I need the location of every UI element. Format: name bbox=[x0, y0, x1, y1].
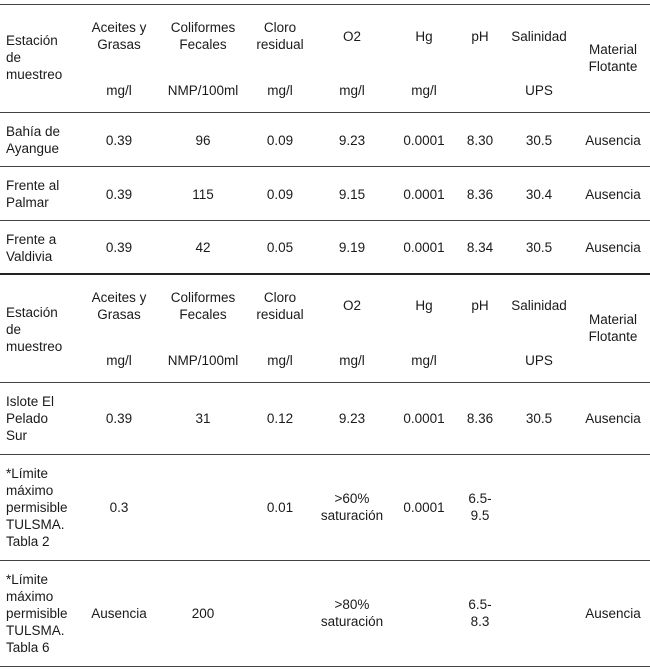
header2-o2: O2 bbox=[342, 297, 361, 313]
row2-hg: 0.0001 bbox=[403, 186, 445, 202]
header2-salinidad: Salinidad bbox=[511, 297, 567, 313]
row6-hg bbox=[396, 603, 452, 623]
rule-header2-bottom bbox=[0, 382, 650, 383]
header2-material: Material Flotante bbox=[588, 312, 638, 344]
unit2-hg: mg/l bbox=[411, 352, 437, 368]
header-o2: O2 bbox=[342, 28, 361, 44]
row2-ph: 8.36 bbox=[466, 186, 494, 202]
header-hg: Hg bbox=[415, 28, 433, 44]
row6-material: Ausencia bbox=[585, 605, 641, 621]
row5-coliformes bbox=[158, 497, 248, 517]
row1-salinidad: 30.5 bbox=[525, 132, 553, 148]
row1-o2: 9.23 bbox=[338, 132, 366, 148]
header2-ph: pH bbox=[471, 297, 489, 313]
header-station: Estación de muestreo bbox=[6, 32, 63, 82]
unit2-coliformes: NMP/100ml bbox=[167, 352, 239, 368]
row1-coliformes: 96 bbox=[195, 132, 211, 148]
row5-aceites: 0.3 bbox=[109, 499, 129, 515]
row3-aceites: 0.39 bbox=[105, 239, 133, 255]
rule-row5-bottom bbox=[0, 560, 650, 561]
row4-hg: 0.0001 bbox=[403, 410, 445, 426]
header-ph: pH bbox=[471, 28, 489, 44]
row6-ph: 6.5- 8.3 bbox=[468, 597, 492, 629]
row4-o2: 9.23 bbox=[338, 410, 366, 426]
header2-station: Estación de muestreo bbox=[6, 304, 63, 354]
row6-o2: >80% saturación bbox=[320, 597, 384, 629]
header-cloro: Cloro residual bbox=[256, 20, 304, 52]
row5-o2: >60% saturación bbox=[320, 491, 384, 523]
row2-cloro: 0.09 bbox=[266, 186, 294, 202]
row4-cloro: 0.12 bbox=[266, 410, 294, 426]
header-material: Material Flotante bbox=[588, 42, 638, 74]
header-coliformes: Coliformes Fecales bbox=[170, 20, 236, 52]
row4-aceites: 0.39 bbox=[105, 410, 133, 426]
row5-salinidad bbox=[502, 497, 576, 517]
row5-hg: 0.0001 bbox=[403, 499, 445, 515]
unit2-cloro: mg/l bbox=[267, 352, 293, 368]
rule-row4-bottom bbox=[0, 454, 650, 455]
row6-station: *Límite máximo permisible TULSMA. Tabla 6 bbox=[6, 571, 68, 655]
row2-material: Ausencia bbox=[585, 186, 641, 202]
header2-coliformes: Coliformes Fecales bbox=[170, 290, 236, 322]
row1-ph: 8.30 bbox=[466, 132, 494, 148]
row2-o2: 9.15 bbox=[338, 186, 366, 202]
rule-row1-bottom bbox=[0, 166, 650, 167]
row6-cloro bbox=[250, 603, 310, 623]
row2-station: Frente al Palmar bbox=[6, 178, 60, 210]
row3-cloro: 0.05 bbox=[266, 239, 294, 255]
row3-material: Ausencia bbox=[585, 239, 641, 255]
header-salinidad: Salinidad bbox=[511, 28, 567, 44]
rule-header1-bottom bbox=[0, 112, 650, 113]
row1-station: Bahía de Ayangue bbox=[6, 124, 61, 156]
rule-bottom bbox=[0, 666, 650, 667]
rule-row2-bottom bbox=[0, 220, 650, 221]
unit2-salinidad: UPS bbox=[525, 352, 553, 368]
row4-coliformes: 31 bbox=[195, 410, 211, 426]
row3-station: Frente a Valdivia bbox=[6, 232, 57, 264]
row6-salinidad bbox=[502, 603, 576, 623]
unit-o2: mg/l bbox=[339, 82, 365, 98]
unit2-aceites: mg/l bbox=[106, 352, 132, 368]
unit2-o2: mg/l bbox=[339, 352, 365, 368]
row3-coliformes: 42 bbox=[195, 239, 211, 255]
row5-station: *Límite máximo permisible TULSMA. Tabla 2 bbox=[6, 465, 68, 549]
row5-ph: 6.5- 9.5 bbox=[468, 491, 492, 523]
header2-aceites: Aceites y Grasas bbox=[91, 290, 147, 322]
row4-station: Islote El Pelado Sur bbox=[6, 393, 55, 443]
row3-ph: 8.34 bbox=[466, 239, 494, 255]
row3-o2: 9.19 bbox=[338, 239, 366, 255]
unit-cloro: mg/l bbox=[267, 82, 293, 98]
unit-salinidad: UPS bbox=[525, 82, 553, 98]
row5-cloro: 0.01 bbox=[266, 499, 294, 515]
row1-cloro: 0.09 bbox=[266, 132, 294, 148]
row6-aceites: Ausencia bbox=[91, 605, 147, 621]
row4-material: Ausencia bbox=[585, 410, 641, 426]
row2-salinidad: 30.4 bbox=[525, 186, 553, 202]
row3-salinidad: 30.5 bbox=[525, 239, 553, 255]
row2-coliformes: 115 bbox=[192, 186, 214, 202]
rule-top bbox=[0, 4, 650, 5]
row2-aceites: 0.39 bbox=[105, 186, 133, 202]
row3-hg: 0.0001 bbox=[403, 239, 445, 255]
header-aceites: Aceites y Grasas bbox=[91, 20, 147, 52]
unit-coliformes: NMP/100ml bbox=[167, 82, 239, 98]
row1-hg: 0.0001 bbox=[403, 132, 445, 148]
unit-hg: mg/l bbox=[411, 82, 437, 98]
row6-coliformes: 200 bbox=[191, 605, 215, 621]
unit-aceites: mg/l bbox=[106, 82, 132, 98]
rule-group-separator bbox=[0, 273, 650, 275]
row5-material bbox=[576, 497, 650, 517]
row4-salinidad: 30.5 bbox=[525, 410, 553, 426]
header2-hg: Hg bbox=[415, 297, 433, 313]
header2-cloro: Cloro residual bbox=[256, 290, 304, 322]
row1-material: Ausencia bbox=[585, 132, 641, 148]
row1-aceites: 0.39 bbox=[105, 132, 133, 148]
row4-ph: 8.36 bbox=[466, 410, 494, 426]
